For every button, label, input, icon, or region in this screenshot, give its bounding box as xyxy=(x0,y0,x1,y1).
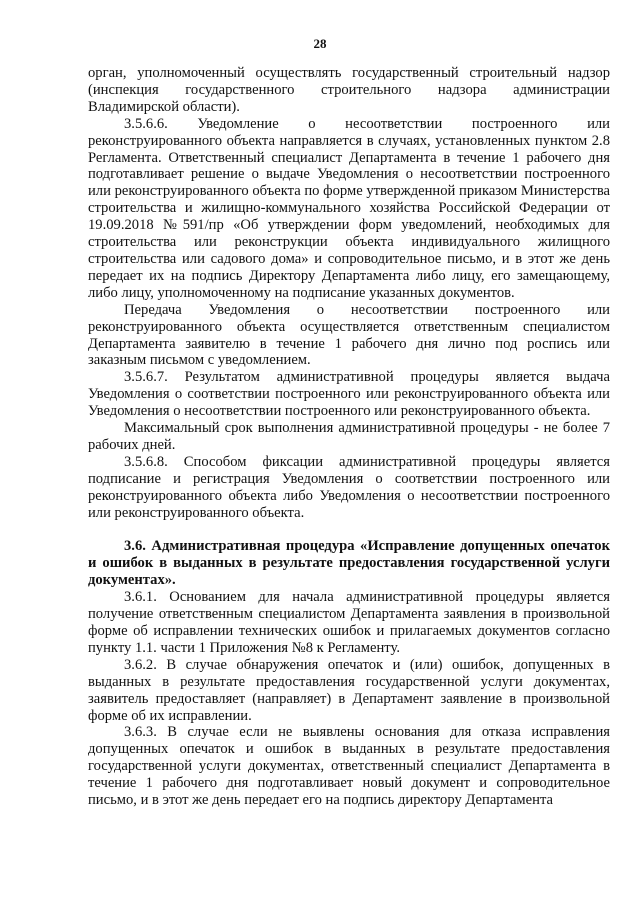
document-body xyxy=(88,65,610,809)
paragraph-3-5-6-8: 3.5.6.8. Способом фиксации административной процедуры является подписание и регистрация Уведомления о соответствии построенного или реконструированного объекта либо Уведомления о несоответствии построенного или реконструированного объекта. xyxy=(88,453,610,521)
paragraph-3-5-6-7: 3.5.6.7. Результатом административной процедуры является выдача Уведомления о соответствии построенного или реконструированного объекта или Уведомления о несоответствии построенного или реконструированного объекта. xyxy=(88,369,610,420)
paragraph-continuation: орган, уполномоченный осуществлять государственный строительный надзор (инспекция государственного строительного надзора администрации Владимирской области). xyxy=(88,65,610,115)
section-heading-3-6: 3.6. Административная процедура «Исправление допущенных опечаток и ошибок в выданных в результате предоставления государственной услуги документах». xyxy=(88,538,610,589)
paragraph-transfer: Передача Уведомления о несоответствии построенного или реконструированного объекта осуществляется ответственным специалистом Департамента заявителю в течение 1 рабочего дня лично под роспись или заказным письмом с уведомлением. xyxy=(88,301,610,369)
paragraph-max-term: Максимальный срок выполнения административной процедуры - не более 7 рабочих дней. xyxy=(88,420,610,453)
page-number: 28 xyxy=(313,36,327,51)
paragraph-3-5-6-6: 3.5.6.6. Уведомление о несоответствии построенного или реконструированного объекта направляется в случаях, установленных пунктом 2.8 Регламента. Ответственный специалист Департамента в течение 1 рабочего дня подготавливает решение о выдаче Уведомления о несоответствии построенного или реконструированного объекта по форме утвержденной приказом Министерства строительства и жилищно-коммунального хозяйства Российской Федерации от 19.09.2018 №591/пр «Об утверждении форм уведомлений, необходимых для строительства или реконструкции объекта индивидуального жилищного строительства или садового дома» и сопроводительное письмо, и в этот же день передает их на подпись Директору Департамента либо лицу, его замещающему, либо лицу, уполномоченному на подписание указанных документов. xyxy=(88,115,610,301)
paragraph-3-6-1: 3.6.1. Основанием для начала административной процедуры является получение ответственным специалистом Департамента заявления в произвольной форме об исправлении технических ошибок и прилагаемых документов согласно пункту 1.1. части 1 Приложения №8 к Регламенту. xyxy=(88,589,610,656)
paragraph-3-6-3: 3.6.3. В случае если не выявлены основания для отказа исправления допущенных опечаток и ошибок в выданных в результате предоставления государственной услуги документах, ответственный специалист Департамента в течение 1 рабочего дня подготавливает новый документ и сопроводительное письмо, и в этот же день передает его на подпись директору Департамента xyxy=(88,724,610,809)
paragraph-3-6-2: 3.6.2. В случае обнаружения опечаток и (или) ошибок, допущенных в выданных в результате предоставления государственной услуги документах, заявитель предоставляет (направляет) в Департамент заявление в произвольной форме об их исправлении. xyxy=(88,656,610,724)
